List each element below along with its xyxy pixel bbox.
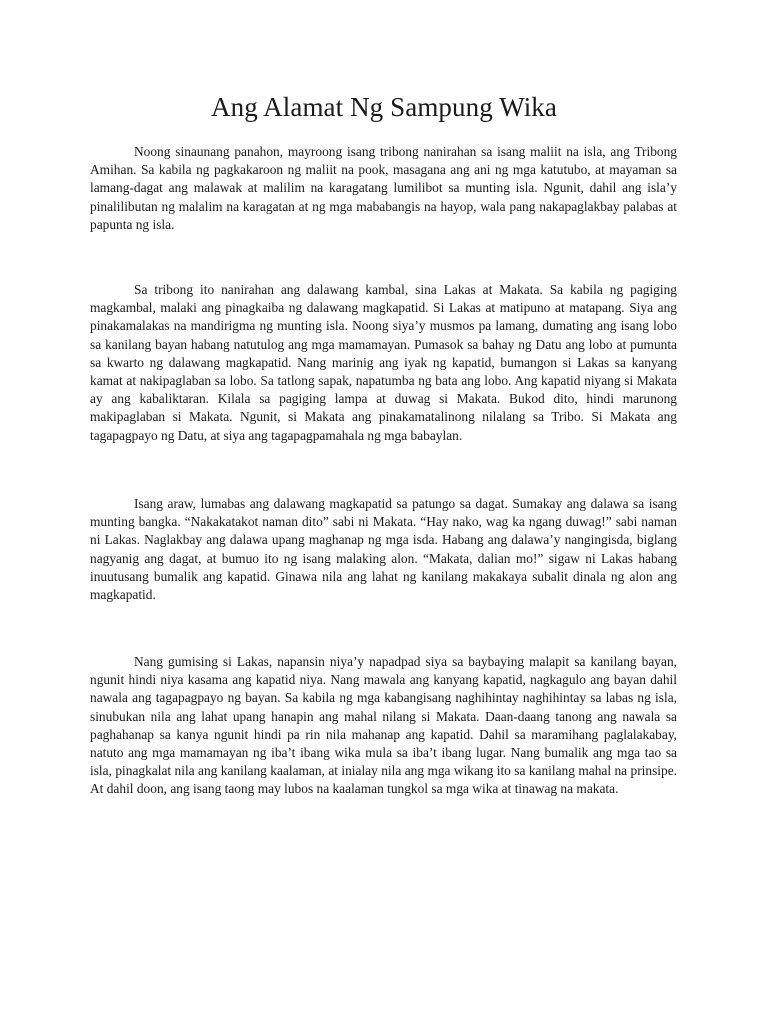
paragraph-2: Sa tribong ito nanirahan ang dalawang kambal, sina Lakas at Makata. Sa kabila ng pagiging magkambal, malaki ang pinagkaiba ng dalawang magkapatid. Si Lakas at matipuno at matapang. Siya ang pinakamalakas na mandirigma ng munting isla. Noong siya’y musmos pa lamang, dumating ang isang lobo sa kanilang bayan habang natutulog ang mga mamamayan. Pumasok sa bahay ng Datu ang lobo at pumunta sa kwarto ng dalawang magkapatid. Nang marinig ang iyak ng kapatid, bumangon si Lakas sa kanyang kamat at nakipaglaban sa lobo. Sa tatlong sapak, napatumba ng bata ang lobo. Ang kapatid niyang si Makata ay ang kabaliktaran. Kilala sa pagiging lampa at duwag si Makata. Bukod dito, hindi marunong makipaglaban si Makata. Ngunit, si Makata ang pinakamatalinong nilalang sa Tribo. Si Makata ang tagapagpayo ng Datu, at siya ang tagapagpamahala ng mga babaylan. <box>90 282 677 443</box>
paragraph-3: Isang araw, lumabas ang dalawang magkapatid sa patungo sa dagat. Sumakay ang dalawa sa isang munting bangka. “Nakakatakot naman dito” sabi ni Makata. “Hay nako, wag ka ngang duwag!” sabi naman ni Lakas. Naglakbay ang dalawa upang maghanap ng mga isda. Habang ang dalawa’y nangingisda, biglang nagyanig ang dagat, at bumuo ito ng isang malaking alon. “Makata, dalian mo!” sigaw ni Lakas habang inuutusang bumalik ang kapatid. Ginawa nila ang lahat ng kanilang makakaya subalit dinala ng alon ang magkapatid. <box>90 496 677 603</box>
paragraph-1: Noong sinaunang panahon, mayroong isang tribong nanirahan sa isang maliit na isla, ang Tribong Amihan. Sa kabila ng pagkakaroon ng maliit na pook, masagana ang ani ng mga katutubo, at mayaman sa lamang-dagat ang malawak at malilim na karagatang lumilibot sa munting isla. Ngunit, dahil ang isla’y pinalilibutan ng malalim na karagatan at ng mga mababangis na hayop, wala pang nakapaglakbay palabas at papunta ng isla. <box>90 144 677 232</box>
paragraph-4: Nang gumising si Lakas, napansin niya’y napadpad siya sa baybaying malapit sa kanilang bayan, ngunit hindi niya kasama ang kapatid niya. Nang mawala ang kanyang kapatid, nagkagulo ang bayan dahil nawala ang tagapagpayo ng bayan. Sa kabila ng mga kabangisang naghihintay naghihintay sa labas ng isla, sinubukan nila ang lahat upang hanapin ang mahal nilang si Makata. Daan-daang tanong ang nawala sa paghahanap sa kanya ngunit hindi pa rin nila mahanap ang kapatid. Dahil sa maramihang paglalakabay, natuto ang mga mamamayan ng iba’t ibang wika mula sa iba’t ibang lugar. Nang bumalik ang mga tao sa isla, pinagkalat nila ang kanilang kaalaman, at inialay nila ang mga wikang ito sa kanilang mahal na prinsipe. At dahil doon, ang isang taong may lubos na kaalaman tungkol sa mga wika at tinawag na makata. <box>90 654 677 797</box>
page-title: Ang Alamat Ng Sampung Wika <box>211 92 557 122</box>
